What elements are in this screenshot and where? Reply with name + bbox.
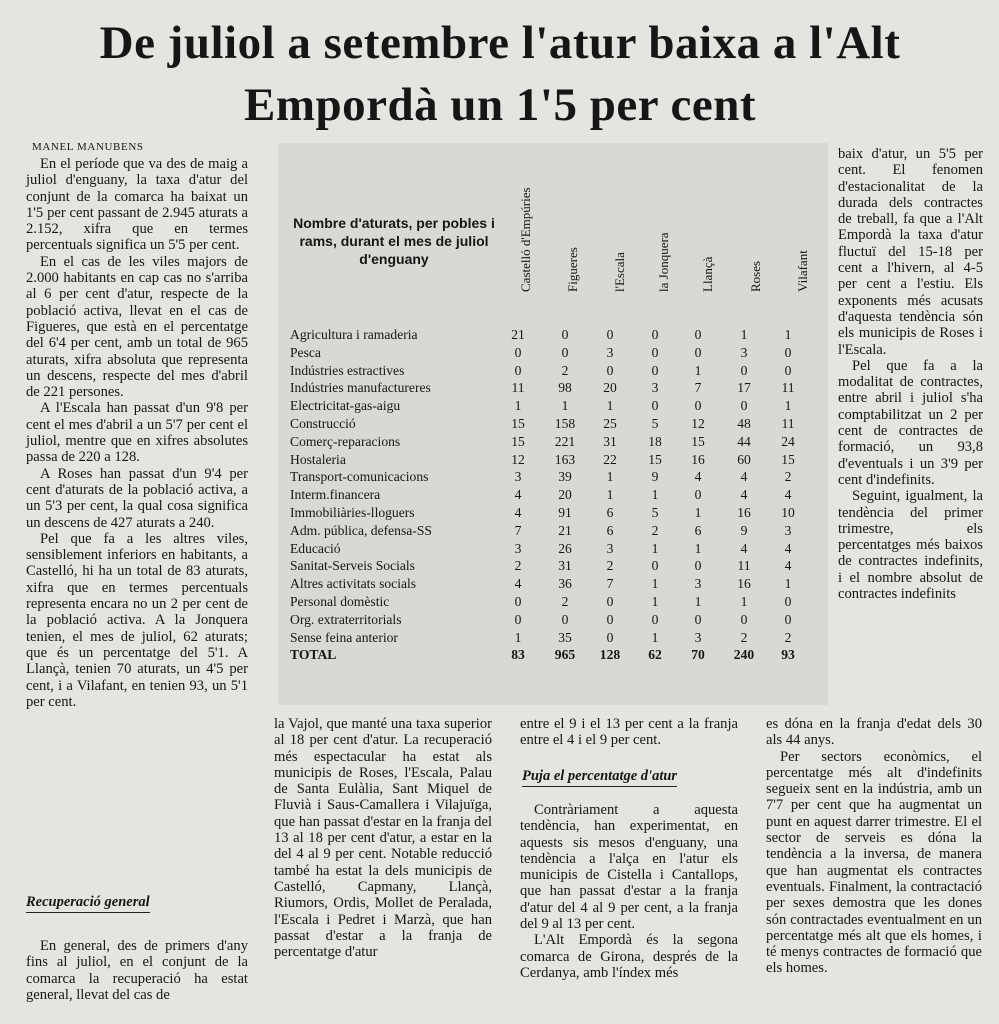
- table-cell: 10: [781, 504, 795, 520]
- column-5: [766, 716, 982, 977]
- table-cell: 0: [694, 611, 702, 627]
- table-cell: 3: [740, 344, 748, 360]
- row-label: TOTAL: [290, 647, 337, 663]
- table-cell: 5: [651, 504, 659, 520]
- table-cell: 15: [511, 415, 525, 431]
- table-cell: 83: [511, 647, 525, 663]
- paragraph: la Vajol, que manté una taxa superior al 18 per cent d'atur. La recuperació més espectacular ha estat als municipis de Roses, l'Escala, Palau de Santa Eulàlia, Sant Miquel de Fluvià i Saus-Camallera i Vilajuïga, que han passat d'estar en la franja del 13 al 18 per cent d'atur, a estar en la del 4 al 9 per cent. Notable reducció també ha estat la dels municipis de Castelló, Capmany, Llançà, Riumors, Ordis, Mollet de Peralada, l'Escala i Pedret i Marzà, que han passat d'estar a la franja de percentatge d'atur: [274, 716, 492, 961]
- table-cell: 5: [651, 415, 659, 431]
- table-cell: 15: [648, 451, 662, 467]
- table-cell: 0: [784, 611, 792, 627]
- table-title: Nombre d'aturats, per pobles i rams, durant el mes de juliol d'enguany: [293, 215, 495, 267]
- table-cell: 1: [694, 593, 702, 609]
- table-cell: 0: [651, 344, 659, 360]
- table-cell: 35: [558, 629, 572, 645]
- table-cell: 2: [606, 558, 614, 574]
- table-cell: 0: [740, 611, 748, 627]
- table-cell: 60: [737, 451, 751, 467]
- table-cell: 36: [558, 576, 572, 592]
- table-cell: 0: [514, 611, 522, 627]
- table-cell: 4: [784, 487, 792, 503]
- table-cell: 9: [740, 522, 748, 538]
- table-cell: 1: [784, 327, 792, 342]
- table-cell: 4: [784, 540, 792, 556]
- table-cell: 1: [784, 398, 792, 414]
- paragraph: entre el 9 i el 13 per cent a la franja entre el 4 i el 9 per cent.: [520, 716, 738, 749]
- paragraph: A Roses han passat d'un 9'4 per cent d'aturats de la població activa, a un 5'3 per cent, la qual cosa significa un descens de 427 aturats a 240.: [26, 465, 248, 531]
- row-label: Transport-comunicacions: [290, 469, 429, 485]
- paragraph: es dóna en la franja d'edat dels 30 als 44 anys.: [766, 716, 982, 749]
- table-cell: 11: [781, 415, 795, 431]
- table-cell: 4: [740, 487, 748, 503]
- paragraph: Contràriament a aquesta tendència, han experimentat, en aquests sis mesos d'enguany, una tendència a l'alça en l'atur els municipis de Cistella i Cantallops, que han passat d'estar a la franja d'atur del 4 al 9 per cent, a la franja del 9 al 13 per cent.: [520, 802, 738, 933]
- table-cell: 0: [740, 398, 748, 414]
- table-cell: 6: [694, 522, 702, 538]
- table-cell: 11: [511, 380, 525, 396]
- table-row: [290, 326, 825, 344]
- paragraph: A l'Escala han passat d'un 9'8 per cent el mes d'abril a un 5'7 per cent el juliol, mentre que en xifres absolutes passa de 220 a 128.: [26, 400, 248, 466]
- table-cell: 2: [561, 362, 569, 378]
- row-label: Pesca: [290, 344, 321, 360]
- table-cell: 20: [558, 487, 572, 503]
- table-cell: 0: [651, 611, 659, 627]
- table-cell: 1: [784, 576, 792, 592]
- table-cell: 0: [514, 593, 522, 609]
- table-cell: 16: [737, 576, 751, 592]
- row-label: Indústries manufactureres: [290, 380, 431, 396]
- row-label: Immobiliàries-lloguers: [290, 504, 415, 520]
- row-label: Construcció: [290, 415, 356, 431]
- paragraph: L'Alt Empordà és la segona comarca de Girona, després de la Cerdanya, amb l'índex més: [520, 932, 738, 981]
- table-cell: 31: [603, 433, 617, 449]
- row-label: Hostaleria: [290, 451, 346, 467]
- table-cell: 1: [606, 398, 614, 414]
- table-row: [290, 433, 825, 451]
- table-cell: 0: [784, 362, 792, 378]
- table-cell: 0: [651, 327, 659, 342]
- row-label: Interm.financera: [290, 487, 381, 503]
- row-label: Org. extraterritorials: [290, 611, 402, 627]
- table-cell: 240: [733, 647, 755, 663]
- paragraph: baix d'atur, un 5'5 per cent. El fenomen d'estacionalitat de la durada dels contractes de treball, fa que a l'Alt Empordà la taxa d'atur fluctuï del 15-18 per cent a l'hivern, al 4-5 per cent a l'estiu. Els exponents més acusats d'aquesta tendència són els municipis de Roses i l'Escala.: [838, 146, 983, 358]
- paragraph: En general, des de primers d'any fins al juliol, en el conjunt de la comarca la recuperació ha estat general, llevat del cas de: [26, 938, 248, 1003]
- column-1: [26, 156, 248, 710]
- table-cell: 1: [514, 398, 522, 414]
- table-cell: 158: [554, 415, 576, 431]
- row-label: Personal domèstic: [290, 593, 390, 609]
- table-row: [290, 629, 825, 647]
- byline: MANEL MANUBENS: [32, 141, 144, 153]
- subhead-recuperacio: Recuperació general: [26, 894, 150, 913]
- table-cell: 965: [554, 647, 576, 663]
- row-label: Educació: [290, 540, 341, 556]
- table-column-header: l'Escala: [612, 252, 627, 292]
- table-row: [290, 415, 825, 433]
- table-cell: 128: [599, 647, 621, 663]
- table-cell: 0: [514, 362, 522, 378]
- column-4: [838, 146, 983, 602]
- table-cell: 4: [694, 469, 702, 485]
- paragraph: En el cas de les viles majors de 2.000 habitants en cap cas no s'arriba al 6 per cent d'atur, respecte de la població activa, llevat en el cas de Figueres, que està en el percentatge del 6'4 per cent, amb un total de 965 aturats, xifra absoluta que representa un descens, respecte del mes d'abril de 221 persones.: [26, 253, 248, 401]
- table-cell: 1: [651, 540, 659, 556]
- table-cell: 39: [558, 469, 572, 485]
- table-cell: 2: [514, 558, 522, 574]
- table-cell: 24: [781, 433, 795, 449]
- table-cell: 0: [651, 398, 659, 414]
- table-cell: 1: [740, 593, 748, 609]
- row-label: Comerç-reparacions: [290, 433, 401, 449]
- table-cell: 0: [606, 611, 614, 627]
- table-cell: 9: [651, 469, 659, 485]
- table-cell: 4: [514, 576, 522, 592]
- table-cell: 11: [737, 558, 751, 574]
- table-cell: 26: [558, 540, 572, 556]
- table-column-header: Llançà: [700, 256, 715, 292]
- table-cell: 2: [651, 522, 659, 538]
- table-cell: 1: [651, 487, 659, 503]
- table-cell: 31: [558, 558, 572, 574]
- table-cell: 2: [561, 593, 569, 609]
- table-cell: 7: [606, 576, 614, 592]
- column-2: [274, 716, 492, 960]
- table-cell: 0: [561, 611, 569, 627]
- table-cell: 91: [558, 504, 572, 520]
- table-cell: 3: [606, 540, 614, 556]
- table-cell: 4: [784, 558, 792, 574]
- table-cell: 6: [606, 522, 614, 538]
- row-label: Sense feina anterior: [290, 629, 398, 645]
- table-cell: 12: [511, 451, 525, 467]
- table-cell: 0: [694, 344, 702, 360]
- table-cell: 3: [694, 576, 702, 592]
- table-cell: 163: [554, 451, 576, 467]
- table-cell: 0: [784, 593, 792, 609]
- table-cell: 6: [606, 504, 614, 520]
- table-cell: 2: [784, 629, 792, 645]
- table-cell: 11: [781, 380, 795, 396]
- headline-line-1: De juliol a setembre l'atur baixa a l'Alt: [99, 17, 901, 69]
- table-cell: 0: [694, 558, 702, 574]
- table-cell: 22: [603, 451, 617, 467]
- table-cell: 15: [511, 433, 525, 449]
- table-cell: 4: [740, 469, 748, 485]
- table-row: [290, 557, 825, 575]
- table-row: [290, 611, 825, 629]
- table-cell: 0: [606, 362, 614, 378]
- table-cell: 1: [651, 593, 659, 609]
- table-cell: 0: [694, 398, 702, 414]
- table-cell: 7: [514, 522, 522, 538]
- table-row: [290, 344, 825, 362]
- table-cell: 12: [691, 415, 705, 431]
- table-column-header: Roses: [748, 260, 763, 292]
- row-label: Sanitat-Serveis Socials: [290, 558, 415, 574]
- table-column-header: la Jonquera: [656, 232, 671, 292]
- table-cell: 1: [694, 362, 702, 378]
- table-cell: 48: [737, 415, 751, 431]
- table-cell: 17: [737, 380, 751, 396]
- subhead-puja: Puja el percentatge d'atur: [522, 768, 677, 787]
- table-cell: 21: [511, 327, 525, 342]
- table-row: [290, 593, 825, 611]
- paragraph: Seguint, igualment, la tendència del primer trimestre, els percentatges més baixos de contractes indefinits, i el nombre absolut de contractes indefinits: [838, 488, 983, 603]
- column-1-continued: [26, 938, 248, 1003]
- table-cell: 18: [648, 433, 662, 449]
- table-cell: 1: [740, 327, 748, 342]
- table-cell: 3: [514, 540, 522, 556]
- row-label: Indústries estractives: [290, 362, 405, 378]
- table-cell: 3: [784, 522, 792, 538]
- table-row: [290, 468, 825, 486]
- headline-line-2: Empordà un 1'5 per cent: [244, 79, 756, 131]
- table-cell: 16: [737, 504, 751, 520]
- table-cell: 3: [651, 380, 659, 396]
- table-cell: 70: [691, 647, 705, 663]
- table-row: [290, 379, 825, 397]
- table-row: [290, 575, 825, 593]
- table-cell: 0: [606, 327, 614, 342]
- table-cell: 1: [651, 629, 659, 645]
- table-cell: 1: [561, 398, 569, 414]
- table-cell: 3: [694, 629, 702, 645]
- table-column-header: Vilafant: [795, 250, 810, 292]
- paragraph: Per sectors econòmics, el percentatge més alt d'indefinits segueix sent en la indústria, amb un 7'7 per cent que ha augmentat un punt en aquest darrer trimestre. El el sector de serveis es dóna la tendència a la inversa, de manera que han augmentat els contractes eventuals. Finalment, la contractació per sexes demostra que les dones són contractades eventualment en un percentatge més alt que els homes, i té menys contractes de formació que els homes.: [766, 748, 982, 977]
- row-label: Agricultura i ramaderia: [290, 327, 418, 342]
- table-cell: 0: [784, 344, 792, 360]
- paragraph: Pel que fa a les altres viles, sensiblement inferiors en habitants, a Castelló, hi ha un total de 83 aturats, xifra que en termes percentuals representa encara no un 2 per cent de la població activa. A la Jonquera tenien, el mes de juliol, 62 aturats; que és un percentatge del 5'1. A Llançà, tenien 70 aturats, un 4'5 per cent, i a Vilafant, en tenien 93, un 5'1 per cent.: [26, 530, 248, 710]
- table-cell: 16: [691, 451, 705, 467]
- table-row: [290, 540, 825, 558]
- table-cell: 62: [648, 647, 662, 663]
- table-cell: 4: [514, 504, 522, 520]
- table-cell: 7: [694, 380, 702, 396]
- table-body: [290, 326, 825, 664]
- table-cell: 44: [737, 433, 751, 449]
- table-row: [290, 451, 825, 469]
- table-row: [290, 362, 825, 380]
- table-row: [290, 397, 825, 415]
- table-cell: 1: [514, 629, 522, 645]
- row-label: Adm. pública, defensa-SS: [290, 522, 432, 538]
- table-cell: 1: [694, 504, 702, 520]
- table-cell: 2: [784, 469, 792, 485]
- table-cell: 2: [740, 629, 748, 645]
- table-cell: 0: [694, 327, 702, 342]
- row-label: Altres activitats socials: [290, 576, 417, 592]
- paragraph: En el període que va des de maig a juliol d'enguany, la taxa d'atur del conjunt de la comarca ha baixat un 1'5 per cent passant de 2.945 aturats a 2.152, xifra que en termes percentuals significa un 5'5 per cent.: [26, 156, 248, 254]
- row-label: Electricitat-gas-aigu: [290, 398, 401, 414]
- table-cell: 20: [603, 380, 617, 396]
- table-cell: 98: [558, 380, 572, 396]
- table-cell: 15: [781, 451, 795, 467]
- table-cell: 1: [606, 469, 614, 485]
- table-cell: 0: [651, 362, 659, 378]
- table-cell: 1: [651, 576, 659, 592]
- table-row: [290, 522, 825, 540]
- table-cell: 25: [603, 415, 617, 431]
- table-cell: 1: [606, 487, 614, 503]
- table-cell: 0: [740, 362, 748, 378]
- table-cell: 3: [514, 469, 522, 485]
- table-cell: 21: [558, 522, 572, 538]
- table-cell: 1: [694, 540, 702, 556]
- table-column-header: Castelló d'Empúries: [518, 187, 533, 292]
- table-total-row: [290, 646, 825, 664]
- table-cell: 0: [694, 487, 702, 503]
- table-cell: 0: [606, 629, 614, 645]
- table-column-header: Figueres: [565, 247, 580, 292]
- table-cell: 4: [514, 487, 522, 503]
- table-cell: 0: [651, 558, 659, 574]
- headline: [20, 12, 980, 136]
- table-cell: 93: [781, 647, 795, 663]
- table-cell: 0: [514, 344, 522, 360]
- table-cell: 15: [691, 433, 705, 449]
- column-3-continued: [520, 802, 738, 981]
- table-cell: 221: [554, 433, 576, 449]
- table-cell: 4: [740, 540, 748, 556]
- paragraph: Pel que fa a la modalitat de contractes, entre abril i juliol s'ha comptabilitzat un 2 per cent de contractes de formació, un 93,8 d'eventuals i un 3'9 per cent d'indefinits.: [838, 357, 983, 488]
- table-cell: 0: [606, 593, 614, 609]
- column-3: [520, 716, 738, 749]
- table-cell: 0: [561, 344, 569, 360]
- table-cell: 3: [606, 344, 614, 360]
- table-cell: 0: [561, 327, 569, 342]
- table-row: [290, 486, 825, 504]
- table-row: [290, 504, 825, 522]
